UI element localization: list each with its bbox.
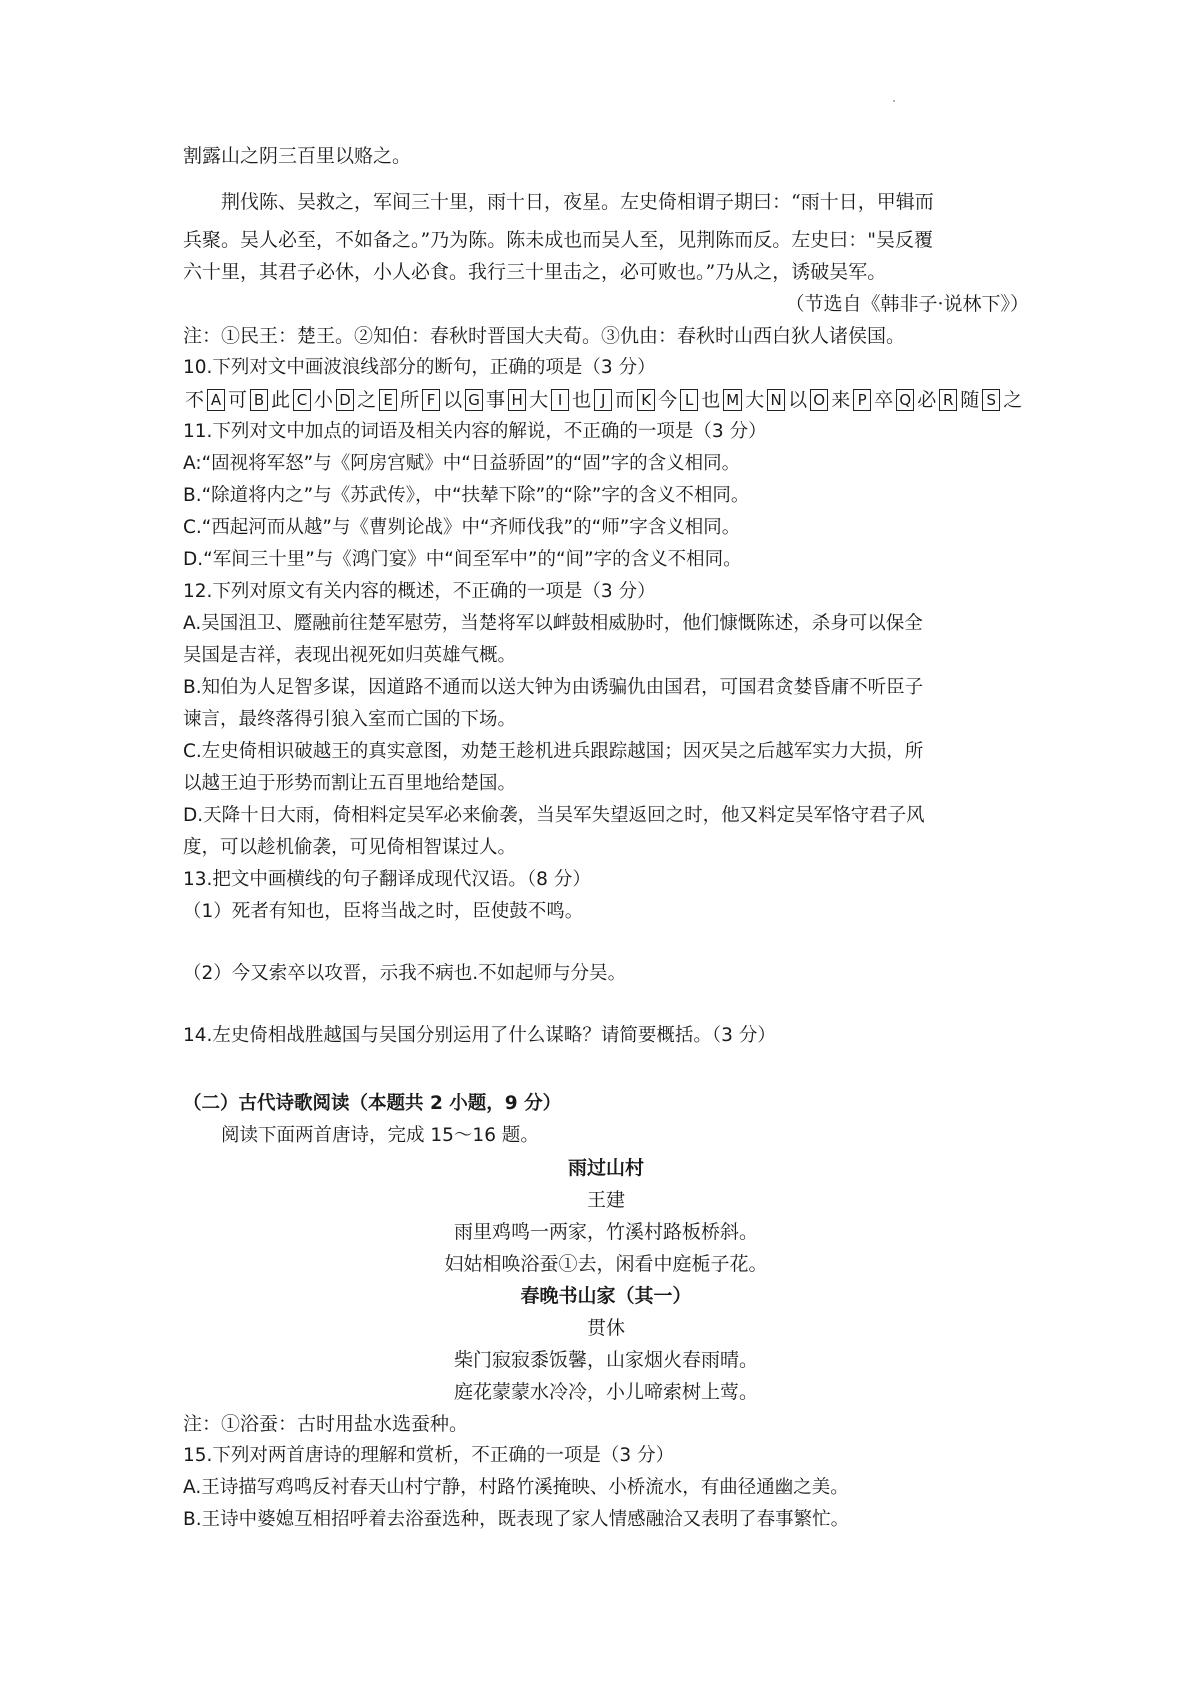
q12-option-b-line1: B.知伯为人足智多谋，因道路不通而以送大钟为由诱骗仇由国君，可国君贪婪昏庸不听臣子 bbox=[183, 677, 924, 698]
q12-option-a-line1: A.吴国沮卫、蹷融前往楚军慰劳，当楚将军以衅鼓相威胁时，他们慷慨陈述，杀身可以保全 bbox=[183, 613, 923, 634]
sentence-char: 事 bbox=[486, 389, 506, 411]
poem-note: 注：①浴蚕：古时用盐水选蚕种。 bbox=[183, 1413, 469, 1435]
break-option-box-d: D bbox=[336, 389, 354, 411]
q10-stem: 10.下列对文中画波浪线部分的断句，正确的项是（3 分） bbox=[183, 357, 656, 378]
break-option-box-s: S bbox=[982, 389, 1000, 411]
sentence-char: 卒 bbox=[874, 389, 894, 411]
break-option-box-a: A bbox=[207, 389, 225, 411]
passage-line-4: 六十里，其君子必休，小人必食。我行三十里击之，必可败也。”乃从之，诱破吴军。 bbox=[183, 261, 887, 283]
sentence-char: 不 bbox=[185, 389, 205, 411]
q15-stem: 15.下列对两首唐诗的理解和赏析，不正确的一项是（3 分） bbox=[183, 1445, 675, 1466]
q11-option-a: A:“固视将军怒”与《阿房宫赋》中“日益骄固”的“固”字的含义相同。 bbox=[183, 453, 741, 474]
poem-2-author: 贯休 bbox=[586, 1317, 625, 1339]
sentence-char: 也 bbox=[701, 389, 721, 411]
passage-line-1: 割露山之阴三百里以赂之。 bbox=[183, 145, 412, 167]
q13-sentence-1: （1）死者有知也，臣将当战之时，臣使鼓不鸣。 bbox=[183, 901, 584, 922]
q11-option-c: C.“西起河而从越”与《曹刿论战》中“齐师伐我”的“师”字含义相同。 bbox=[183, 517, 741, 538]
poem-2-title: 春晚书山家（其一） bbox=[520, 1285, 692, 1307]
sentence-char: 所 bbox=[400, 389, 420, 411]
poem-1-line-1: 雨里鸡鸣一两家，竹溪村路板桥斜。 bbox=[453, 1221, 758, 1243]
passage-note: 注：①民王：楚王。②知伯：春秋时晋国大夫荀。③仇由：春秋时山西白狄人诸侯国。 bbox=[183, 325, 906, 347]
q11-option-b: B.“除道将内之”与《苏武传》，中“扶辇下除”的“除”字的含义不相同。 bbox=[183, 485, 750, 506]
sentence-char: 今 bbox=[658, 389, 678, 411]
sentence-char: 以 bbox=[443, 389, 463, 411]
break-option-box-i: I bbox=[551, 389, 569, 411]
break-option-box-p: P bbox=[853, 389, 871, 411]
answer-space bbox=[183, 990, 1029, 1020]
scan-dot bbox=[893, 100, 895, 102]
q12-option-b-line2: 谏言，最终落得引狼入室而亡国的下场。 bbox=[183, 709, 517, 730]
poem-2-line-1: 柴门寂寂黍饭馨，山家烟火春雨晴。 bbox=[453, 1349, 758, 1371]
sentence-char: 大 bbox=[529, 389, 549, 411]
break-option-box-g: G bbox=[465, 389, 483, 411]
q11-option-d: D.“军间三十里”与《鸿门宴》中“间至军中”的“间”字的含义不相同。 bbox=[183, 549, 742, 570]
poem-1-line-2: 妇姑相唤浴蚕①去，闲看中庭栀子花。 bbox=[444, 1253, 768, 1275]
q12-option-c-line2: 以越王迫于形势而割让五百里地给楚国。 bbox=[183, 773, 517, 794]
sentence-char: 以 bbox=[788, 389, 808, 411]
passage-line-2: 荆伐陈、吴救之，军间三十里，雨十日，夜星。左史倚相谓子期曰：“雨十日，甲辑而 bbox=[221, 191, 934, 213]
sentence-char: 而 bbox=[615, 389, 635, 411]
sentence-char: 随 bbox=[960, 389, 980, 411]
break-option-box-q: Q bbox=[896, 389, 914, 411]
break-option-box-j: J bbox=[594, 389, 612, 411]
break-option-box-l: L bbox=[680, 389, 698, 411]
answer-space bbox=[183, 928, 1029, 958]
exam-page bbox=[183, 140, 1029, 1536]
q15-option-a: A.王诗描写鸡鸣反衬春天山村宁静，村路竹溪掩映、小桥流水，有曲径通幽之美。 bbox=[183, 1477, 849, 1498]
q12-option-d-line1: D.天降十日大雨，倚相料定吴军必来偷袭，当吴军失望返回之时，他又料定吴军恪守君子风 bbox=[183, 805, 925, 826]
poem-1-title: 雨过山村 bbox=[567, 1157, 644, 1179]
break-option-box-b: B bbox=[250, 389, 268, 411]
sentence-char: 来 bbox=[831, 389, 851, 411]
q11-stem: 11.下列对文中加点的词语及相关内容的解说，不正确的一项是（3 分） bbox=[183, 421, 767, 442]
sentence-char: 也 bbox=[572, 389, 592, 411]
sentence-char: 此 bbox=[271, 389, 291, 411]
q13-stem: 13.把文中画横线的句子翻译成现代汉语。（8 分） bbox=[183, 869, 591, 890]
poem-1-author: 王建 bbox=[586, 1189, 625, 1211]
break-option-box-m: M bbox=[723, 389, 742, 411]
break-option-box-k: K bbox=[637, 389, 655, 411]
q12-option-d-line2: 度，可以趁机偷袭，可见倚相智谋过人。 bbox=[183, 837, 517, 858]
sentence-char: 大 bbox=[745, 389, 765, 411]
poem-2-line-2: 庭花蒙蒙水冷冷，小儿啼索树上莺。 bbox=[453, 1381, 758, 1403]
passage-line-3: 兵聚。吴人必至，不如备之。”乃为陈。陈未成也而吴人至，见荆陈而反。左史曰："吴反覆 bbox=[183, 229, 933, 251]
q12-option-a-line2: 吴国是吉祥，表现出视死如归英雄气概。 bbox=[183, 645, 517, 666]
section-2-heading: （二）古代诗歌阅读（本题共 2 小题，9 分） bbox=[183, 1093, 562, 1114]
break-option-box-f: F bbox=[422, 389, 440, 411]
q15-option-b: B.王诗中婆媳互相招呼着去浴蚕选种，既表现了家人情感融洽又表明了春事繁忙。 bbox=[183, 1509, 850, 1530]
sentence-char: 之 bbox=[1003, 389, 1023, 411]
passage-source: （节选自《韩非子·说林下》） bbox=[785, 293, 1029, 315]
answer-space bbox=[183, 1052, 1029, 1088]
q12-option-c-line1: C.左史倚相识破越王的真实意图，劝楚王趁机进兵跟踪越国；因灭吴之后越军实力大损，所 bbox=[183, 741, 924, 762]
q10-sentence-break-options bbox=[183, 384, 1029, 416]
break-option-box-r: R bbox=[939, 389, 957, 411]
q14-stem: 14.左史倚相战胜越国与吴国分别运用了什么谋略？请简要概括。（3 分） bbox=[183, 1025, 776, 1046]
sentence-char: 小 bbox=[314, 389, 334, 411]
sentence-char: 必 bbox=[917, 389, 937, 411]
q13-sentence-2: （2）今又索卒以攻晋，示我不病也.不如起师与分吴。 bbox=[183, 963, 627, 984]
break-option-box-o: O bbox=[810, 389, 828, 411]
break-option-box-c: C bbox=[293, 389, 311, 411]
break-option-box-e: E bbox=[379, 389, 397, 411]
sentence-char: 可 bbox=[228, 389, 248, 411]
sentence-char: 之 bbox=[357, 389, 377, 411]
break-option-box-h: H bbox=[508, 389, 526, 411]
break-option-box-n: N bbox=[767, 389, 785, 411]
section-2-intro: 阅读下面两首唐诗，完成 15～16 题。 bbox=[221, 1125, 539, 1146]
q12-stem: 12.下列对原文有关内容的概述，不正确的一项是（3 分） bbox=[183, 581, 656, 602]
